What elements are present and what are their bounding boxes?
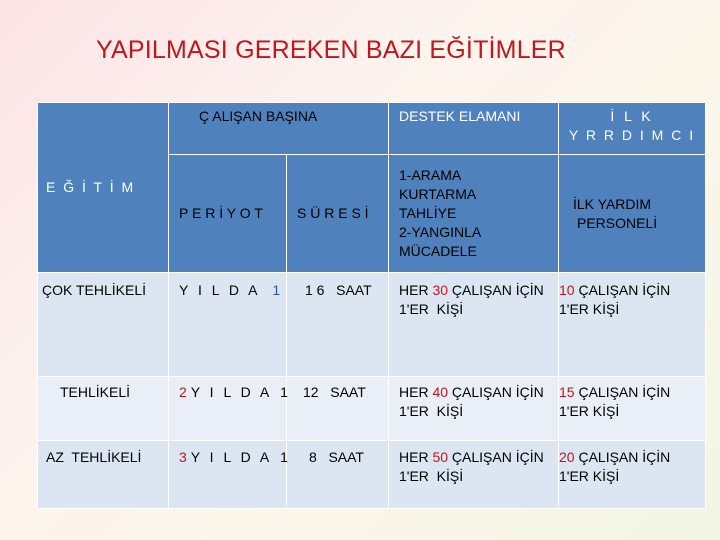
destek-line2: 1'ER KİŞİ xyxy=(399,403,464,419)
header-periyot-label: P E R İ Y O T xyxy=(179,205,263,221)
header-ilk-line2: Y R R D I M C I xyxy=(568,127,696,143)
ilk-number: 15 xyxy=(559,384,575,400)
destek-suffix: ÇALIŞAN İÇİN xyxy=(451,384,544,400)
row-periyot-cell xyxy=(169,377,287,441)
row-ilk-cell xyxy=(559,441,706,509)
row-sure-cell xyxy=(287,377,389,441)
header-destek-elamani-label: DESTEK ELAMANI xyxy=(399,108,521,124)
destek-line2: 1'ER KİŞİ xyxy=(399,468,464,484)
destek-suffix: ÇALIŞAN İÇİN xyxy=(451,449,544,465)
ilk-line2: 1'ER KİŞİ xyxy=(559,301,620,317)
table-row xyxy=(38,441,706,509)
page-title: YAPILMASI GEREKEN BAZI EĞİTİMLER xyxy=(96,36,566,64)
destek-prefix: HER xyxy=(399,282,429,298)
table-row xyxy=(38,273,706,377)
header-calisan-basina xyxy=(169,103,389,155)
periyot-suffix: 1 xyxy=(272,282,281,298)
destek-detail-line: TAHLİYE xyxy=(399,205,457,221)
destek-detail-line: 1-ARAMA xyxy=(399,167,462,183)
sure-value: 1 6 SAAT xyxy=(305,282,372,298)
destek-prefix: HER xyxy=(399,384,429,400)
destek-line2: 1'ER KİŞİ xyxy=(399,301,464,317)
row-label: AZ TEHLİKELİ xyxy=(46,449,142,465)
row-destek-cell xyxy=(389,441,559,509)
header-ilk-yrrdimci xyxy=(559,103,706,155)
table-row xyxy=(38,377,706,441)
row-label-cell xyxy=(38,377,169,441)
destek-suffix: ÇALIŞAN İÇİN xyxy=(451,282,544,298)
row-label: ÇOK TEHLİKELİ xyxy=(42,282,147,298)
row-periyot-cell xyxy=(169,273,287,377)
row-destek-cell xyxy=(389,377,559,441)
ilk-number: 10 xyxy=(559,282,575,298)
periyot-suffix: 1 xyxy=(280,449,288,465)
destek-detail-line: 2-YANGINLA xyxy=(399,224,482,240)
destek-detail-line: MÜCADELE xyxy=(399,243,477,259)
row-destek-cell xyxy=(389,273,559,377)
destek-number: 40 xyxy=(432,384,449,400)
row-ilk-cell xyxy=(559,273,706,377)
ilk-suffix: ÇALIŞAN İÇİN xyxy=(578,449,671,465)
header-periyot xyxy=(169,155,287,273)
header-suresi xyxy=(287,155,389,273)
row-sure-cell xyxy=(287,273,389,377)
row-sure-cell xyxy=(287,441,389,509)
row-label-cell xyxy=(38,273,169,377)
ilk-number: 20 xyxy=(559,449,575,465)
training-table xyxy=(37,102,706,509)
periyot-number: 2 xyxy=(179,384,187,400)
row-label-cell xyxy=(38,441,169,509)
row-label: TEHLİKELİ xyxy=(60,384,131,400)
row-periyot-cell xyxy=(169,441,287,509)
ilk-detail-line: PERSONELİ xyxy=(577,214,658,231)
header-ilk-line1: İ L K xyxy=(610,108,654,124)
periyot-suffix: 1 xyxy=(280,384,288,400)
destek-prefix: HER xyxy=(399,449,429,465)
header-destek-detail xyxy=(389,155,559,273)
ilk-line2: 1'ER KİŞİ xyxy=(559,403,620,419)
header-calisan-basina-label: Ç ALIŞAN BAŞINA xyxy=(199,108,318,124)
sure-value: 8 SAAT xyxy=(309,449,364,465)
header-ilk-detail xyxy=(559,155,706,273)
header-egitim xyxy=(38,103,169,273)
periyot-number: 3 xyxy=(179,449,187,465)
ilk-detail-line: İLK YARDIM xyxy=(573,195,652,212)
destek-number: 50 xyxy=(432,449,449,465)
periyot-text: Y I L D A xyxy=(190,384,273,400)
header-egitim-label: E Ğ İ T İ M xyxy=(46,179,136,195)
destek-detail-line: KURTARMA xyxy=(399,186,477,202)
destek-number: 30 xyxy=(432,282,449,298)
periyot-text: Y I L D A xyxy=(179,282,261,298)
header-suresi-label: S Ü R E S İ xyxy=(297,205,369,221)
ilk-line2: 1'ER KİŞİ xyxy=(559,468,620,484)
row-ilk-cell xyxy=(559,377,706,441)
sure-value: 12 SAAT xyxy=(303,384,366,400)
ilk-suffix: ÇALIŞAN İÇİN xyxy=(578,282,671,298)
ilk-suffix: ÇALIŞAN İÇİN xyxy=(578,384,671,400)
header-destek-elamani xyxy=(389,103,559,155)
periyot-text: Y I L D A xyxy=(190,449,273,465)
